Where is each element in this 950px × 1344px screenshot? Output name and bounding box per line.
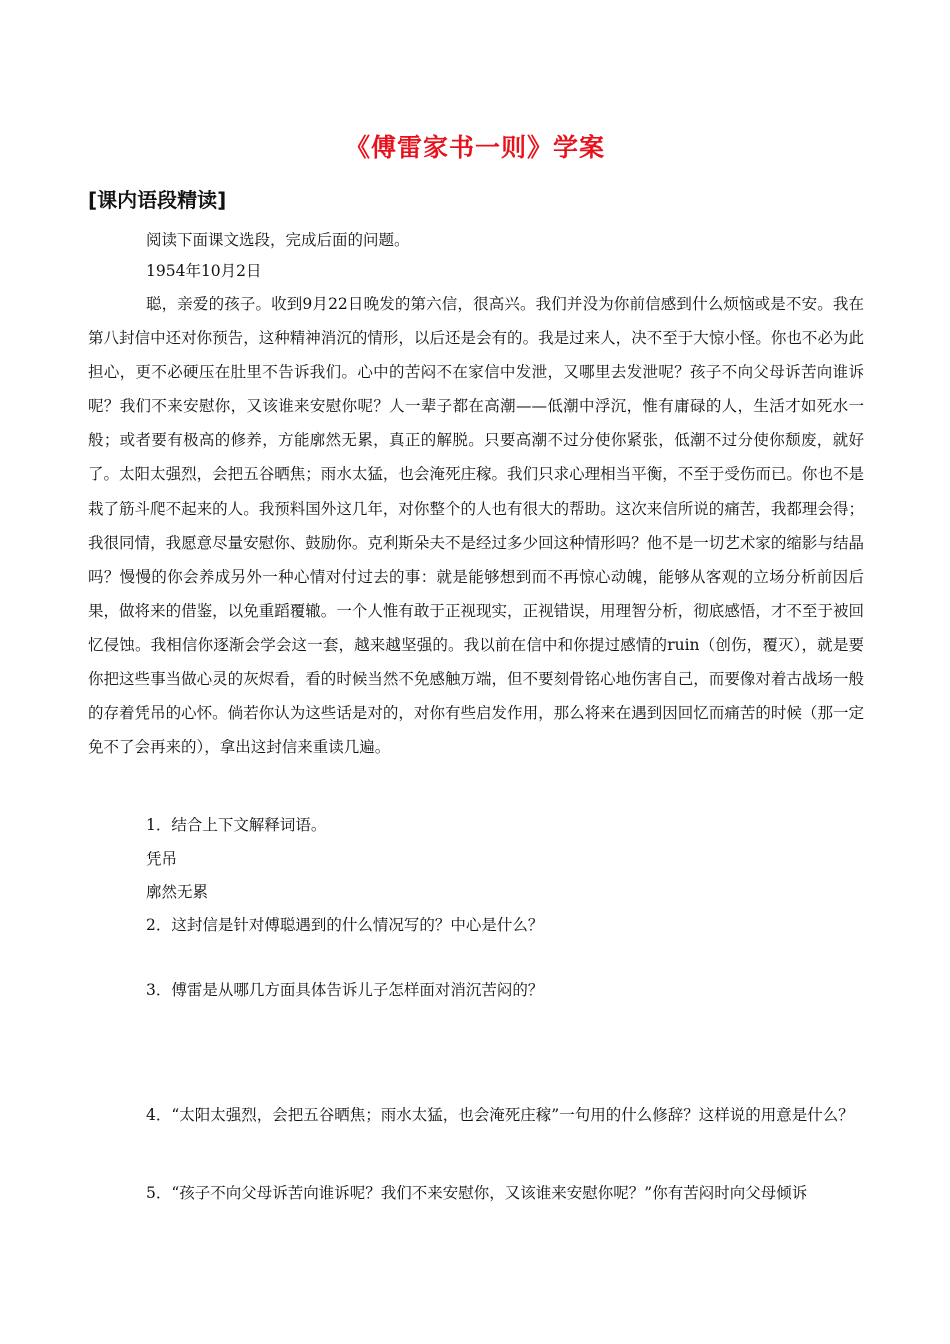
question-1-word-1: 凭吊 [146, 850, 178, 868]
reading-instruction: 阅读下面课文选段，完成后面的问题。 [146, 231, 410, 249]
question-2: 2．这封信是针对傅聪遇到的什么情况写的？中心是什么？ [146, 916, 544, 934]
document-title: 《傅雷家书一则》学案 [344, 133, 605, 162]
letter-body: 聪，亲爱的孩子。收到9月22日晚发的第六信，很高兴。我们并没为你前信感到什么烦恼或是不安。我在第八封信中还对你预告，这种精神消沉的情形，以后还是会有的。我是过来人，决不至于大惊小怪。你也不必为此担心，更不必硬压在肚里不告诉我们。心中的苦闷不在家信中发泄，又哪里去发泄呢？孩子不向父母诉苦向谁诉呢？我们不来安慰你，又该谁来安慰你呢？人一辈子都在高潮——低潮中浮沉，惟有庸碌的人，生活才如死水一般；或者要有极高的修养，方能廓然无累，真正的解脱。只要高潮不过分使你紧张，低潮不过分使你颓废，就好了。太阳太强烈，会把五谷晒焦；雨水太猛，也会淹死庄稼。我们只求心理相当平衡，不至于受伤而已。你也不是栽了筋斗爬不起来的人。我预料国外这几年，对你整个的人也有很大的帮助。这次来信所说的痛苦，我都理会得；我很同情，我愿意尽量安慰你、鼓励你。克利斯朵夫不是经过多少回这种情形吗？他不是一切艺术家的缩影与结晶吗？慢慢的你会养成另外一种心情对付过去的事：就是能够想到而不再惊心动魄，能够从客观的立场分析前因后果，做将来的借鉴，以免重蹈覆辙。一个人惟有敢于正视现实，正视错误，用理智分析，彻底感悟，才不至于被回忆侵蚀。我相信你逐渐会学会这一套，越来越坚强的。我以前在信中和你提过感情的ruin（创伤，覆灭），就是要你把这些事当做心灵的灰烬看，看的时候当然不免感触万端，但不要刻骨铭心地伤害自己，而要像对着古战场一般的存着凭吊的心怀。倘若你认为这些话是对的，对你有些启发作用，那么将来在遇到因回忆而痛苦的时候（那一定免不了会再来的），拿出这封信来重读几遍。 [88, 295, 864, 757]
letter-date: 1954年10月2日 [146, 262, 262, 280]
question-1-word-2: 廓然无累 [146, 883, 209, 901]
question-4: 4．“太阳太强烈，会把五谷晒焦；雨水太猛，也会淹死庄稼”一句用的什么修辞？这样说的用意是什么？ [146, 1106, 854, 1124]
section-heading: [课内语段精读] [88, 188, 227, 212]
question-3: 3．傅雷是从哪几方面具体告诉儿子怎样面对消沉苦闷的？ [146, 981, 544, 999]
question-1: 1．结合上下文解释词语。 [146, 816, 327, 834]
question-5: 5．“孩子不向父母诉苦向谁诉呢？我们不来安慰你，又该谁来安慰你呢？”你有苦闷时向父母倾诉 [146, 1184, 808, 1202]
